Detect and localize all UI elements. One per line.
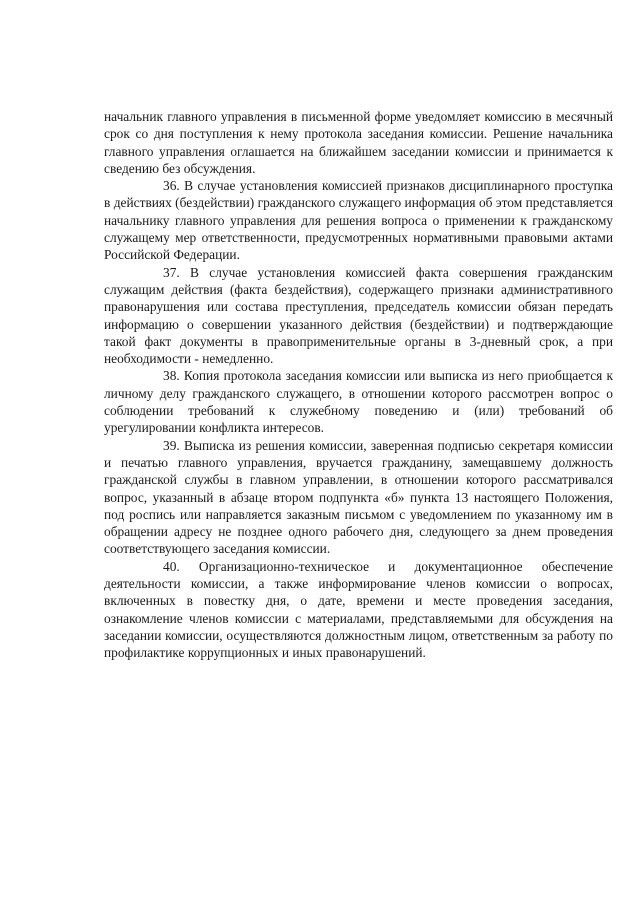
paragraph-39: 39. Выписка из решения комиссии, заверенная подписью секретаря комиссии и печатью главного управления, вручается гражданину, замещавшему должность гражданской службы в главном управлении, в отношении которого рассматривался вопрос, указанный в абзаце втором подпункта «б» пункта 13 настоящего Положения, под роспись или направляется заказным письмом с уведомлением по указанному им в обращении адресу не позднее одного рабочего дня, следующего за днем проведения соответствующего заседания комиссии.	[104, 437, 613, 557]
paragraph-continuation: начальник главного управления в письменной форме уведомляет комиссию в месячный срок со дня поступления к нему протокола заседания комиссии. Решение начальника главного управления оглашается на ближайшем заседании комиссии и принимается к сведению без обсуждения.	[104, 109, 613, 176]
document-body	[104, 108, 613, 662]
paragraph-38: 38. Копия протокола заседания комиссии или выписка из него приобщается к личному делу гражданского служащего, в отношении которого рассмотрен вопрос о соблюдении требований к служебному поведению и (или) требований об урегулировании конфликта интересов.	[104, 368, 613, 436]
paragraph-36: 36. В случае установления комиссией признаков дисциплинарного проступка в действиях (бездействии) гражданского служащего информация об этом представляется начальнику главного управления для решения вопроса о применении к гражданскому служащему мер ответственности, предусмотренных нормативными правовыми актами Российской Федерации.	[104, 178, 613, 263]
paragraph-40: 40. Организационно-техническое и документационное обеспечение деятельности комиссии, а также информирование членов комиссии о вопросах, включенных в повестку дня, о дате, времени и месте проведения заседания, ознакомление членов комиссии с материалами, представляемыми для обсуждения на заседании комиссии, осуществляются должностным лицом, ответственным за работу по профилактике коррупционных и иных правонарушений.	[104, 558, 613, 661]
paragraph-37: 37. В случае установления комиссией факта совершения гражданским служащим действия (факта бездействия), содержащего признаки административного правонарушения или состава преступления, председатель комиссии обязан передать информацию о совершении указанного действия (бездействии) и подтверждающие такой факт документы в правоприменительные органы в 3-дневный срок, а при необходимости - немедленно.	[104, 264, 613, 367]
